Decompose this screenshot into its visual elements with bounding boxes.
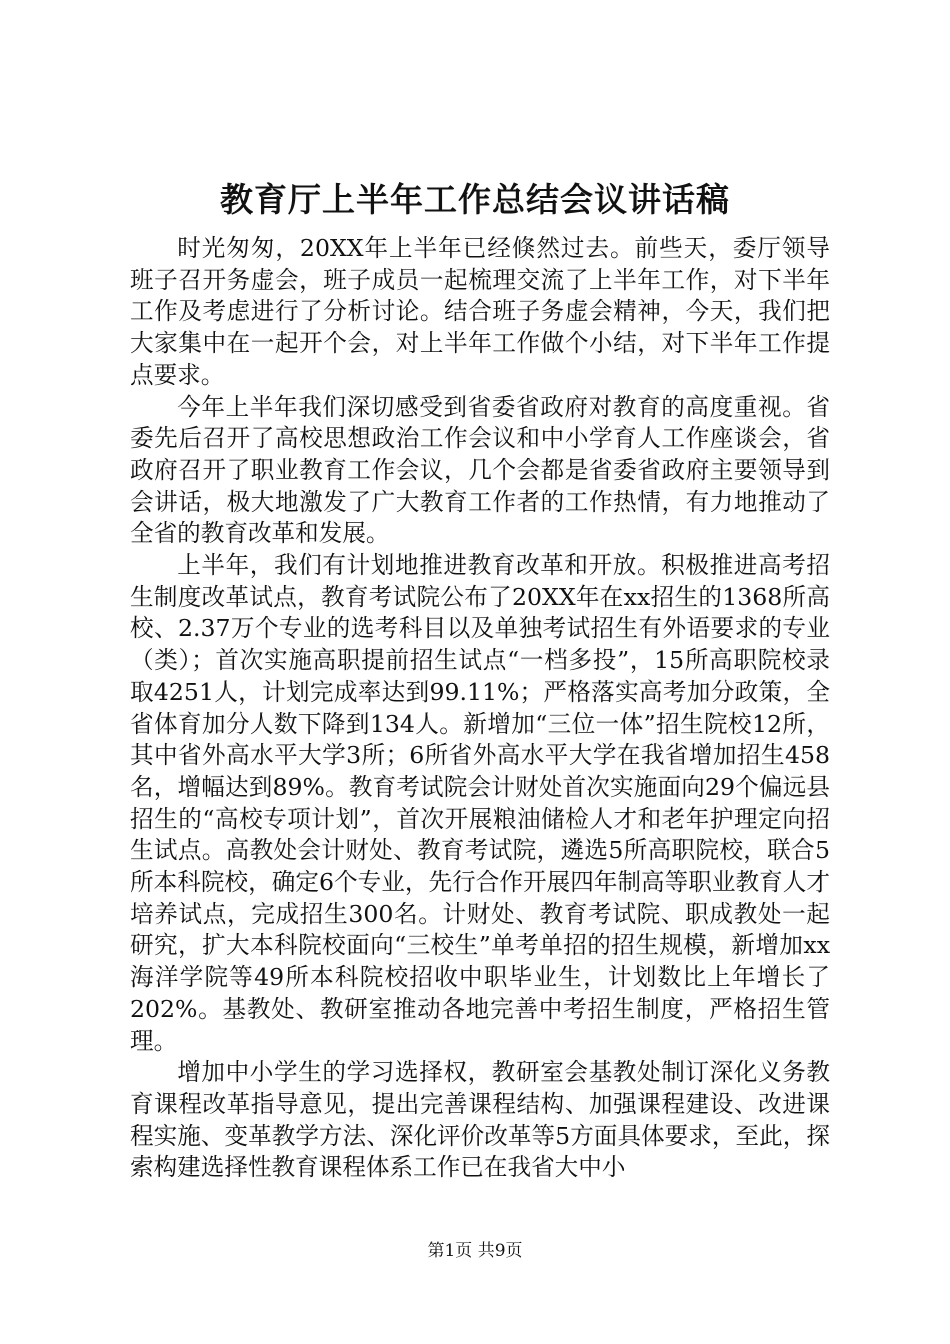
paragraph-3: 上半年，我们有计划地推进教育改革和开放。积极推进高考招生制度改革试点，教育考试院公布了20XX年在xx招生的1368所高校、2.37万个专业的选考科目以及单独考试招生有外语要求的专业（类）；首次实施高职提前招生试点“一档多投”，15所高职院校录取4251人，计划完成率达到99.11%；严格落实高考加分政策，全省体育加分人数下降到134人。新增加“三位一体”招生院校12所，其中省外高水平大学3所；6所省外高水平大学在我省增加招生458名，增幅达到89%。教育考试院会计财处首次实施面向29个偏远县招生的“高校专项计划”，首次开展粮油储检人才和老年护理定向招生试点。高教处会计财处、教育考试院，遴选5所高职院校，联合5所本科院校，确定6个专业，先行合作开展四年制高等职业教育人才培养试点，完成招生300名。计财处、教育考试院、职成教处一起研究，扩大本科院校面向“三校生”单考单招的招生规模，新增加xx海洋学院等49所本科院校招收中职毕业生，计划数比上年增长了202%。基教处、教研室推动各地完善中考招生制度，严格招生管理。	[130, 551, 830, 1055]
paragraph-4: 增加中小学生的学习选择权，教研室会基教处制订深化义务教育课程改革指导意见，提出完善课程结构、加强课程建设、改进课程实施、变革教学方法、深化评价改革等5方面具体要求，至此，探索构建选择性教育课程体系工作已在我省大中小	[130, 1058, 830, 1182]
document-body	[130, 233, 830, 1184]
page-number-footer: 第1页 共9页	[427, 1241, 523, 1261]
paragraph-2: 今年上半年我们深切感受到省委省政府对教育的高度重视。省委先后召开了高校思想政治工作会议和中小学育人工作座谈会，省政府召开了职业教育工作会议，几个会都是省委省政府主要领导到会讲话，极大地激发了广大教育工作者的工作热情，有力地推动了全省的教育改革和发展。	[130, 392, 830, 548]
document-title: 教育厅上半年工作总结会议讲话稿	[220, 180, 730, 219]
paragraph-1: 时光匆匆，20XX年上半年已经倏然过去。前些天，委厅领导班子召开务虚会，班子成员一起梳理交流了上半年工作，对下半年工作及考虑进行了分析讨论。结合班子务虚会精神，今天，我们把大家集中在一起开个会，对上半年工作做个小结，对下半年工作提点要求。	[130, 234, 830, 389]
